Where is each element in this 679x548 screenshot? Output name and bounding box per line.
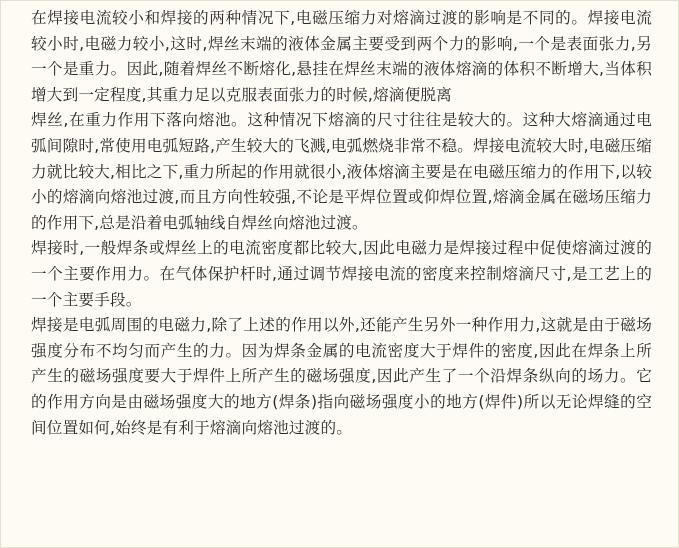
paragraph: 焊丝,在重力作用下落向熔池。这种情况下熔滴的尺寸往往是较大的。这种大熔滴通过电弧间隙时,常使用电弧短路,产生较大的飞溅,电弧燃烧非常不稳。焊接电流较大时,电磁压缩力就比较大,相比之下,重力所起的作用就很小,液体熔滴主要是在电磁压缩力的作用下,以较小的熔滴向熔池过渡,而且方向性较强,不论是平焊位置或仰焊位置,熔滴金属在磁场压缩力的作用下,总是沿着电弧轴线自焊丝向熔池过渡。 [31, 111, 652, 232]
paragraph: 在焊接电流较小和焊接的两种情况下,电磁压缩力对熔滴过渡的影响是不同的。焊接电流较小时,电磁力较小,这时,焊丝末端的液体金属主要受到两个力的影响,一个是表面张力,另一个是重力。因此,随着焊丝不断熔化,悬挂在焊丝末端的液体熔滴的体积不断增大,当体积增大到一定程度,其重力足以克服表面张力的时候,熔滴便脱离 [31, 9, 652, 104]
paragraph: 焊接时,一般焊条或焊丝上的电流密度都比较大,因此电磁力是焊接过程中促使熔滴过渡的一个主要作用力。在气体保护杆时,通过调节焊接电流的密度来控制熔滴尺寸,是工艺上的一个主要手段。 [31, 239, 652, 309]
paragraph: 焊接是电弧周围的电磁力,除了上述的作用以外,还能产生另外一种作用力,这就是由于磁场强度分布不均匀而产生的力。因为焊条金属的电流密度大于焊件的密度,因此在焊条上所产生的磁场强度要大于焊件上所产生的磁场强度,因此产生了一个沿焊条纵向的场力。它的作用方向是由磁场强度大的地方(焊条)指向磁场强度小的地方(焊件)所以无论焊缝的空间位置如何,始终是有利于熔滴向熔池过渡的。 [31, 316, 652, 437]
